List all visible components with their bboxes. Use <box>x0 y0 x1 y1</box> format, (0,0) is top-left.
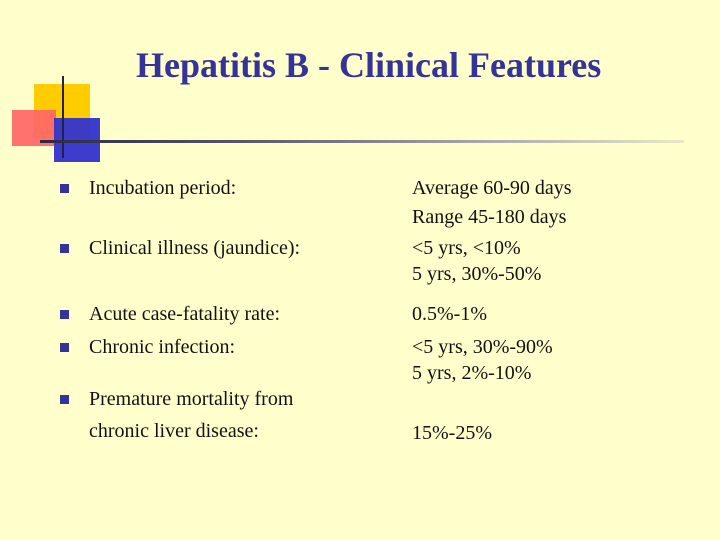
bullet-item-incubation-period <box>62 173 236 203</box>
feature-value: <5 yrs, <10% <box>412 237 521 259</box>
decorative-vertical-line <box>62 76 64 158</box>
bullet-square-icon <box>60 395 69 404</box>
bullet-item-premature-mortality <box>62 384 293 414</box>
bullet-square-icon <box>60 310 69 319</box>
feature-label: Chronic infection: <box>89 336 236 358</box>
feature-label: Incubation period: <box>89 177 237 199</box>
feature-label-line-1: Premature mortality from <box>89 388 294 410</box>
feature-label-line-2: chronic liver disease: <box>89 420 259 442</box>
bullet-item-clinical-illness <box>62 233 300 263</box>
bullet-square-icon <box>60 184 69 193</box>
title-divider-line <box>40 140 684 143</box>
feature-value: Average 60-90 days <box>412 177 572 199</box>
feature-value: 5 yrs, 2%-10% <box>412 362 532 384</box>
slide-title: Hepatitis B - Clinical Features <box>136 45 602 85</box>
bullet-square-icon <box>60 343 69 352</box>
bullet-square-icon <box>60 244 69 253</box>
feature-value: 0.5%-1% <box>412 303 487 325</box>
feature-value: 15%-25% <box>412 422 492 444</box>
feature-value: 5 yrs, 30%-50% <box>412 263 542 285</box>
feature-value: Range 45-180 days <box>412 206 567 228</box>
bullet-item-case-fatality-rate <box>62 299 280 329</box>
bullet-item-chronic-infection <box>62 332 235 362</box>
feature-label: Acute case-fatality rate: <box>89 303 280 325</box>
feature-value: <5 yrs, 30%-90% <box>412 336 553 358</box>
feature-label: Clinical illness (jaundice): <box>89 237 301 259</box>
